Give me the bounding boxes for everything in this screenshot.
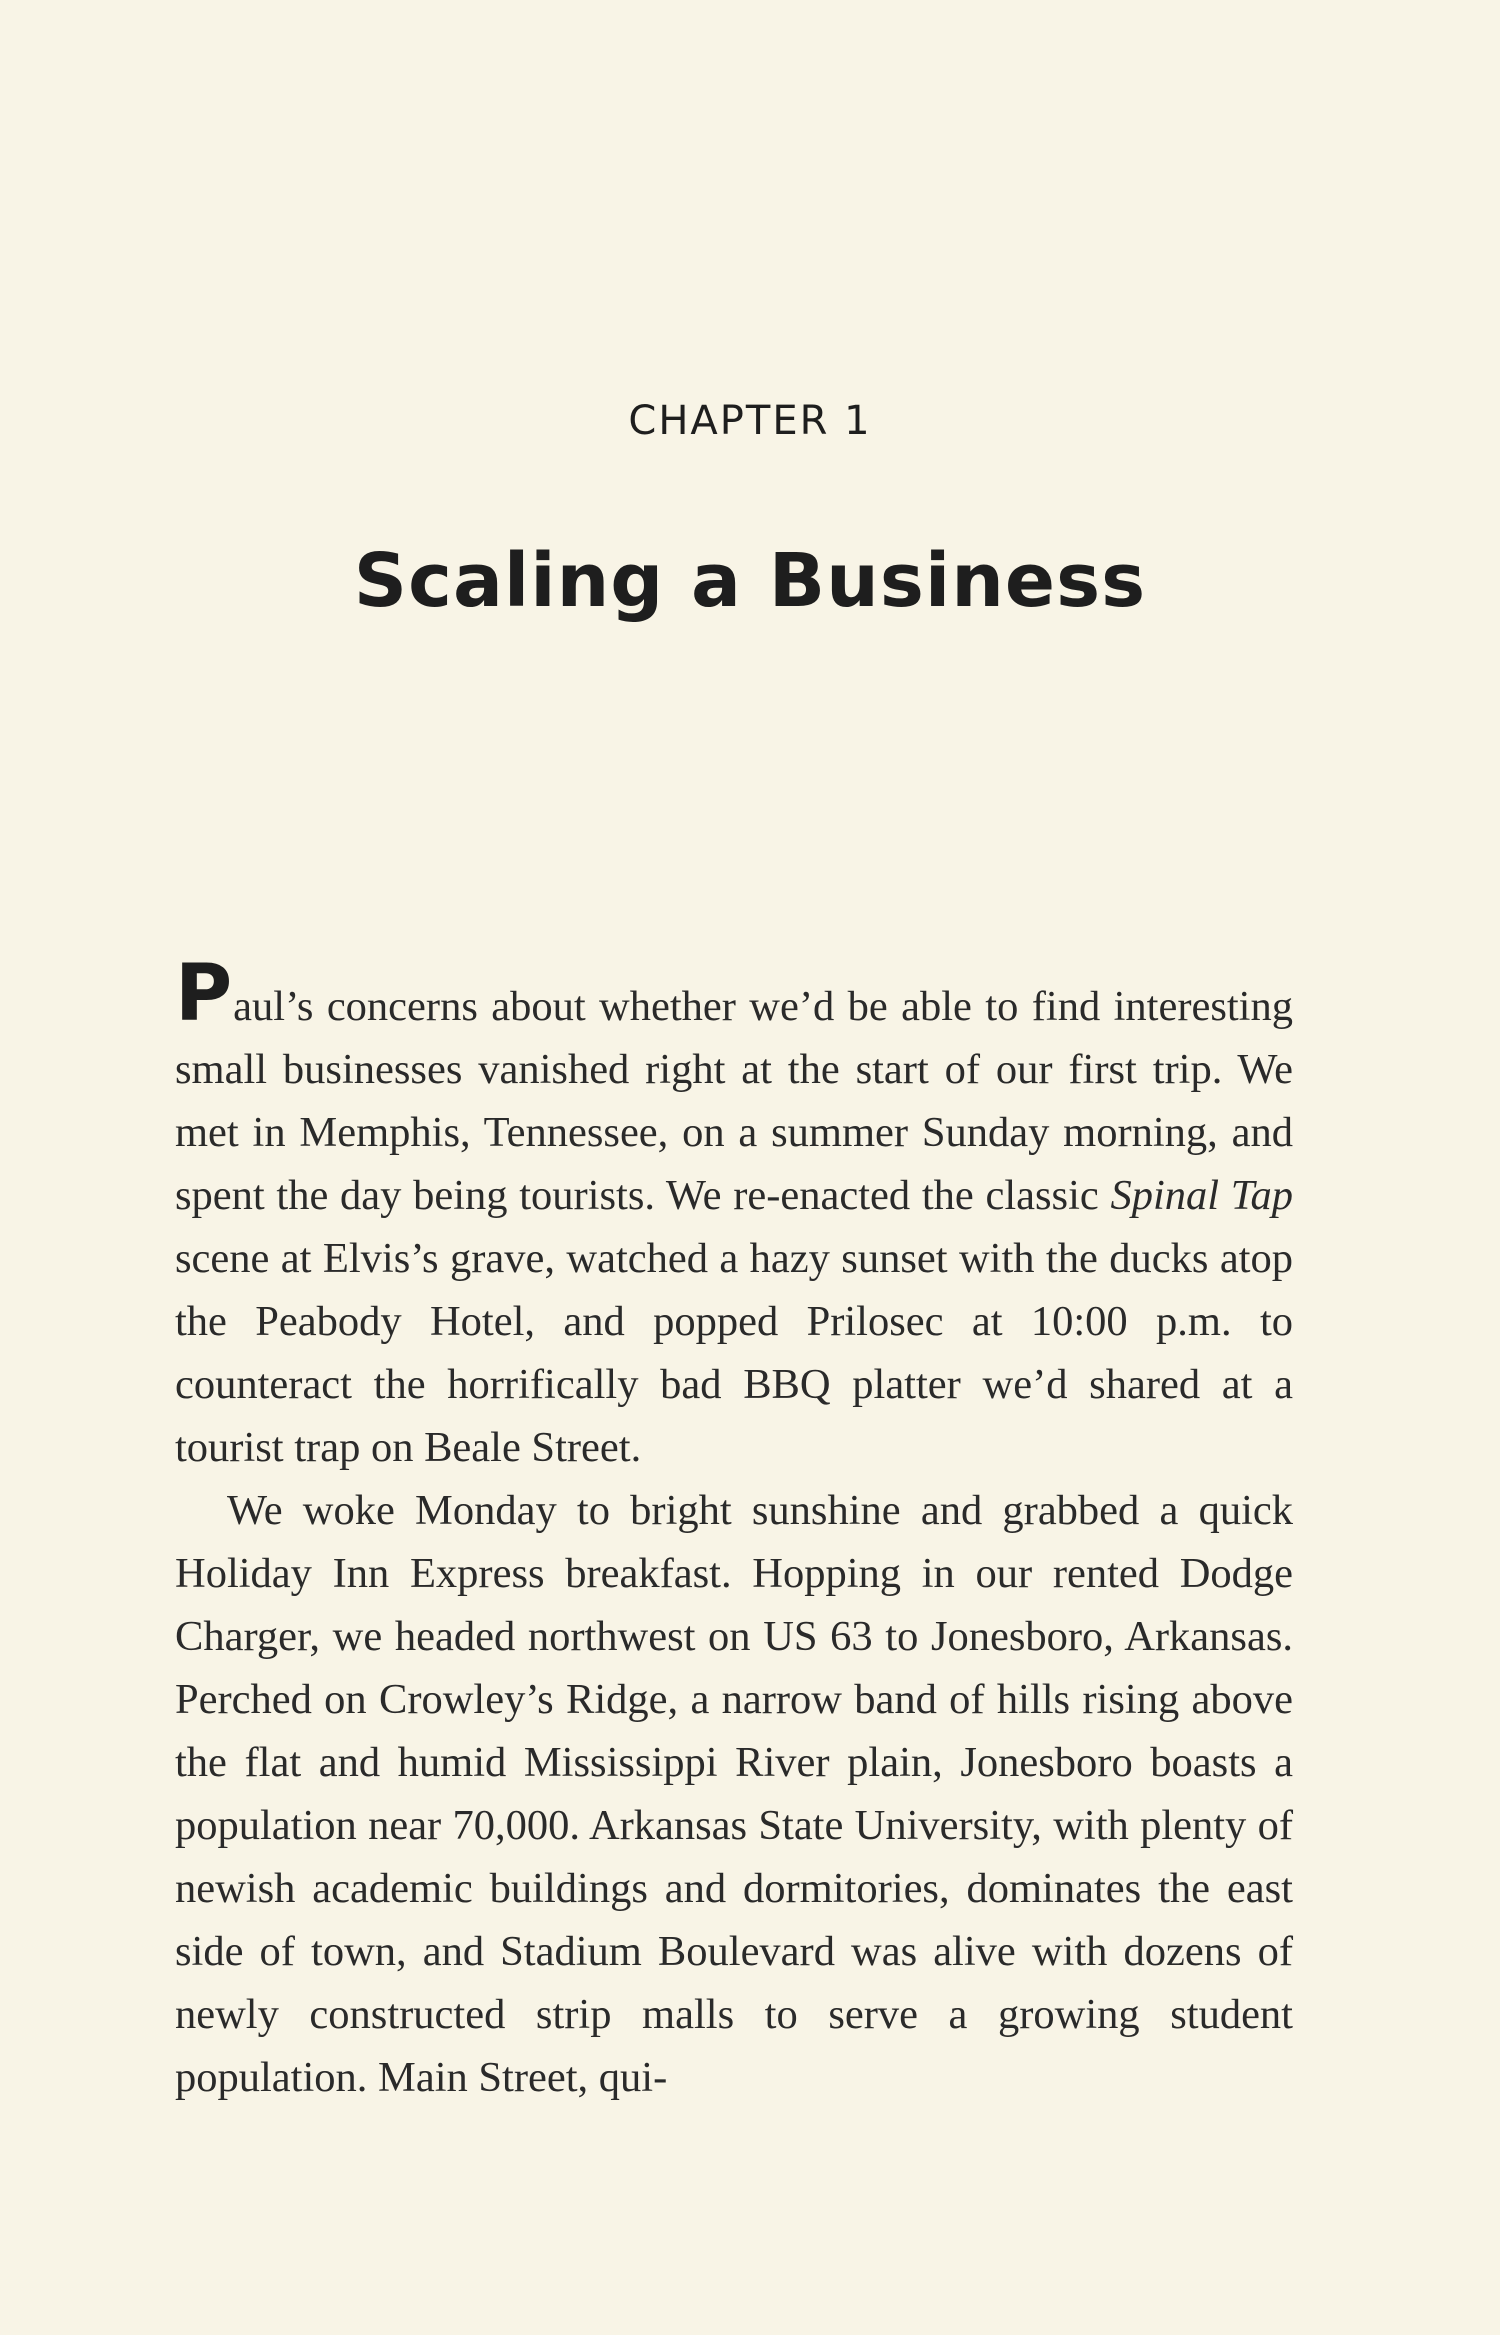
paragraph-1 (175, 949, 1294, 1479)
body-text (175, 949, 1294, 2109)
paragraph-1-text-start: aul’s concerns about whether we’d be able to find interesting small businesses vanished right at the start of our first trip. We met in Memphis, Tennessee, on a summer Sunday morning, and spent the day being tourists. We re-enacted the classic (175, 983, 1293, 1219)
chapter-label: CHAPTER 1 (628, 398, 872, 444)
film-title: Spinal Tap (1110, 1172, 1294, 1219)
paragraph-1-text-end: scene at Elvis’s grave, watched a hazy sunset with the ducks atop the Peabody Hotel, and popped Prilosec at 10:00 p.m. to counteract the horrifically bad BBQ platter we’d shared at a tourist trap on Beale Street. (175, 1235, 1293, 1471)
chapter-title: Scaling a Business (353, 538, 1147, 624)
paragraph-2: We woke Monday to bright sunshine and grabbed a quick Holiday Inn Express breakfast. Hopping in our rented Dodge Charger, we headed northwest on US 63 to Jonesboro, Arkansas. Perched on Crowley’s Ridge, a narrow band of hills rising above the flat and humid Mississippi River plain, Jonesboro boasts a population near 70,000. Arkansas State University, with plenty of newish academic buildings and dormitories, dominates the east side of town, and Stadium Boulevard was alive with dozens of newly constructed strip malls to serve a growing student population. Main Street, qui- (175, 1487, 1293, 2101)
drop-cap: P (175, 949, 233, 1039)
